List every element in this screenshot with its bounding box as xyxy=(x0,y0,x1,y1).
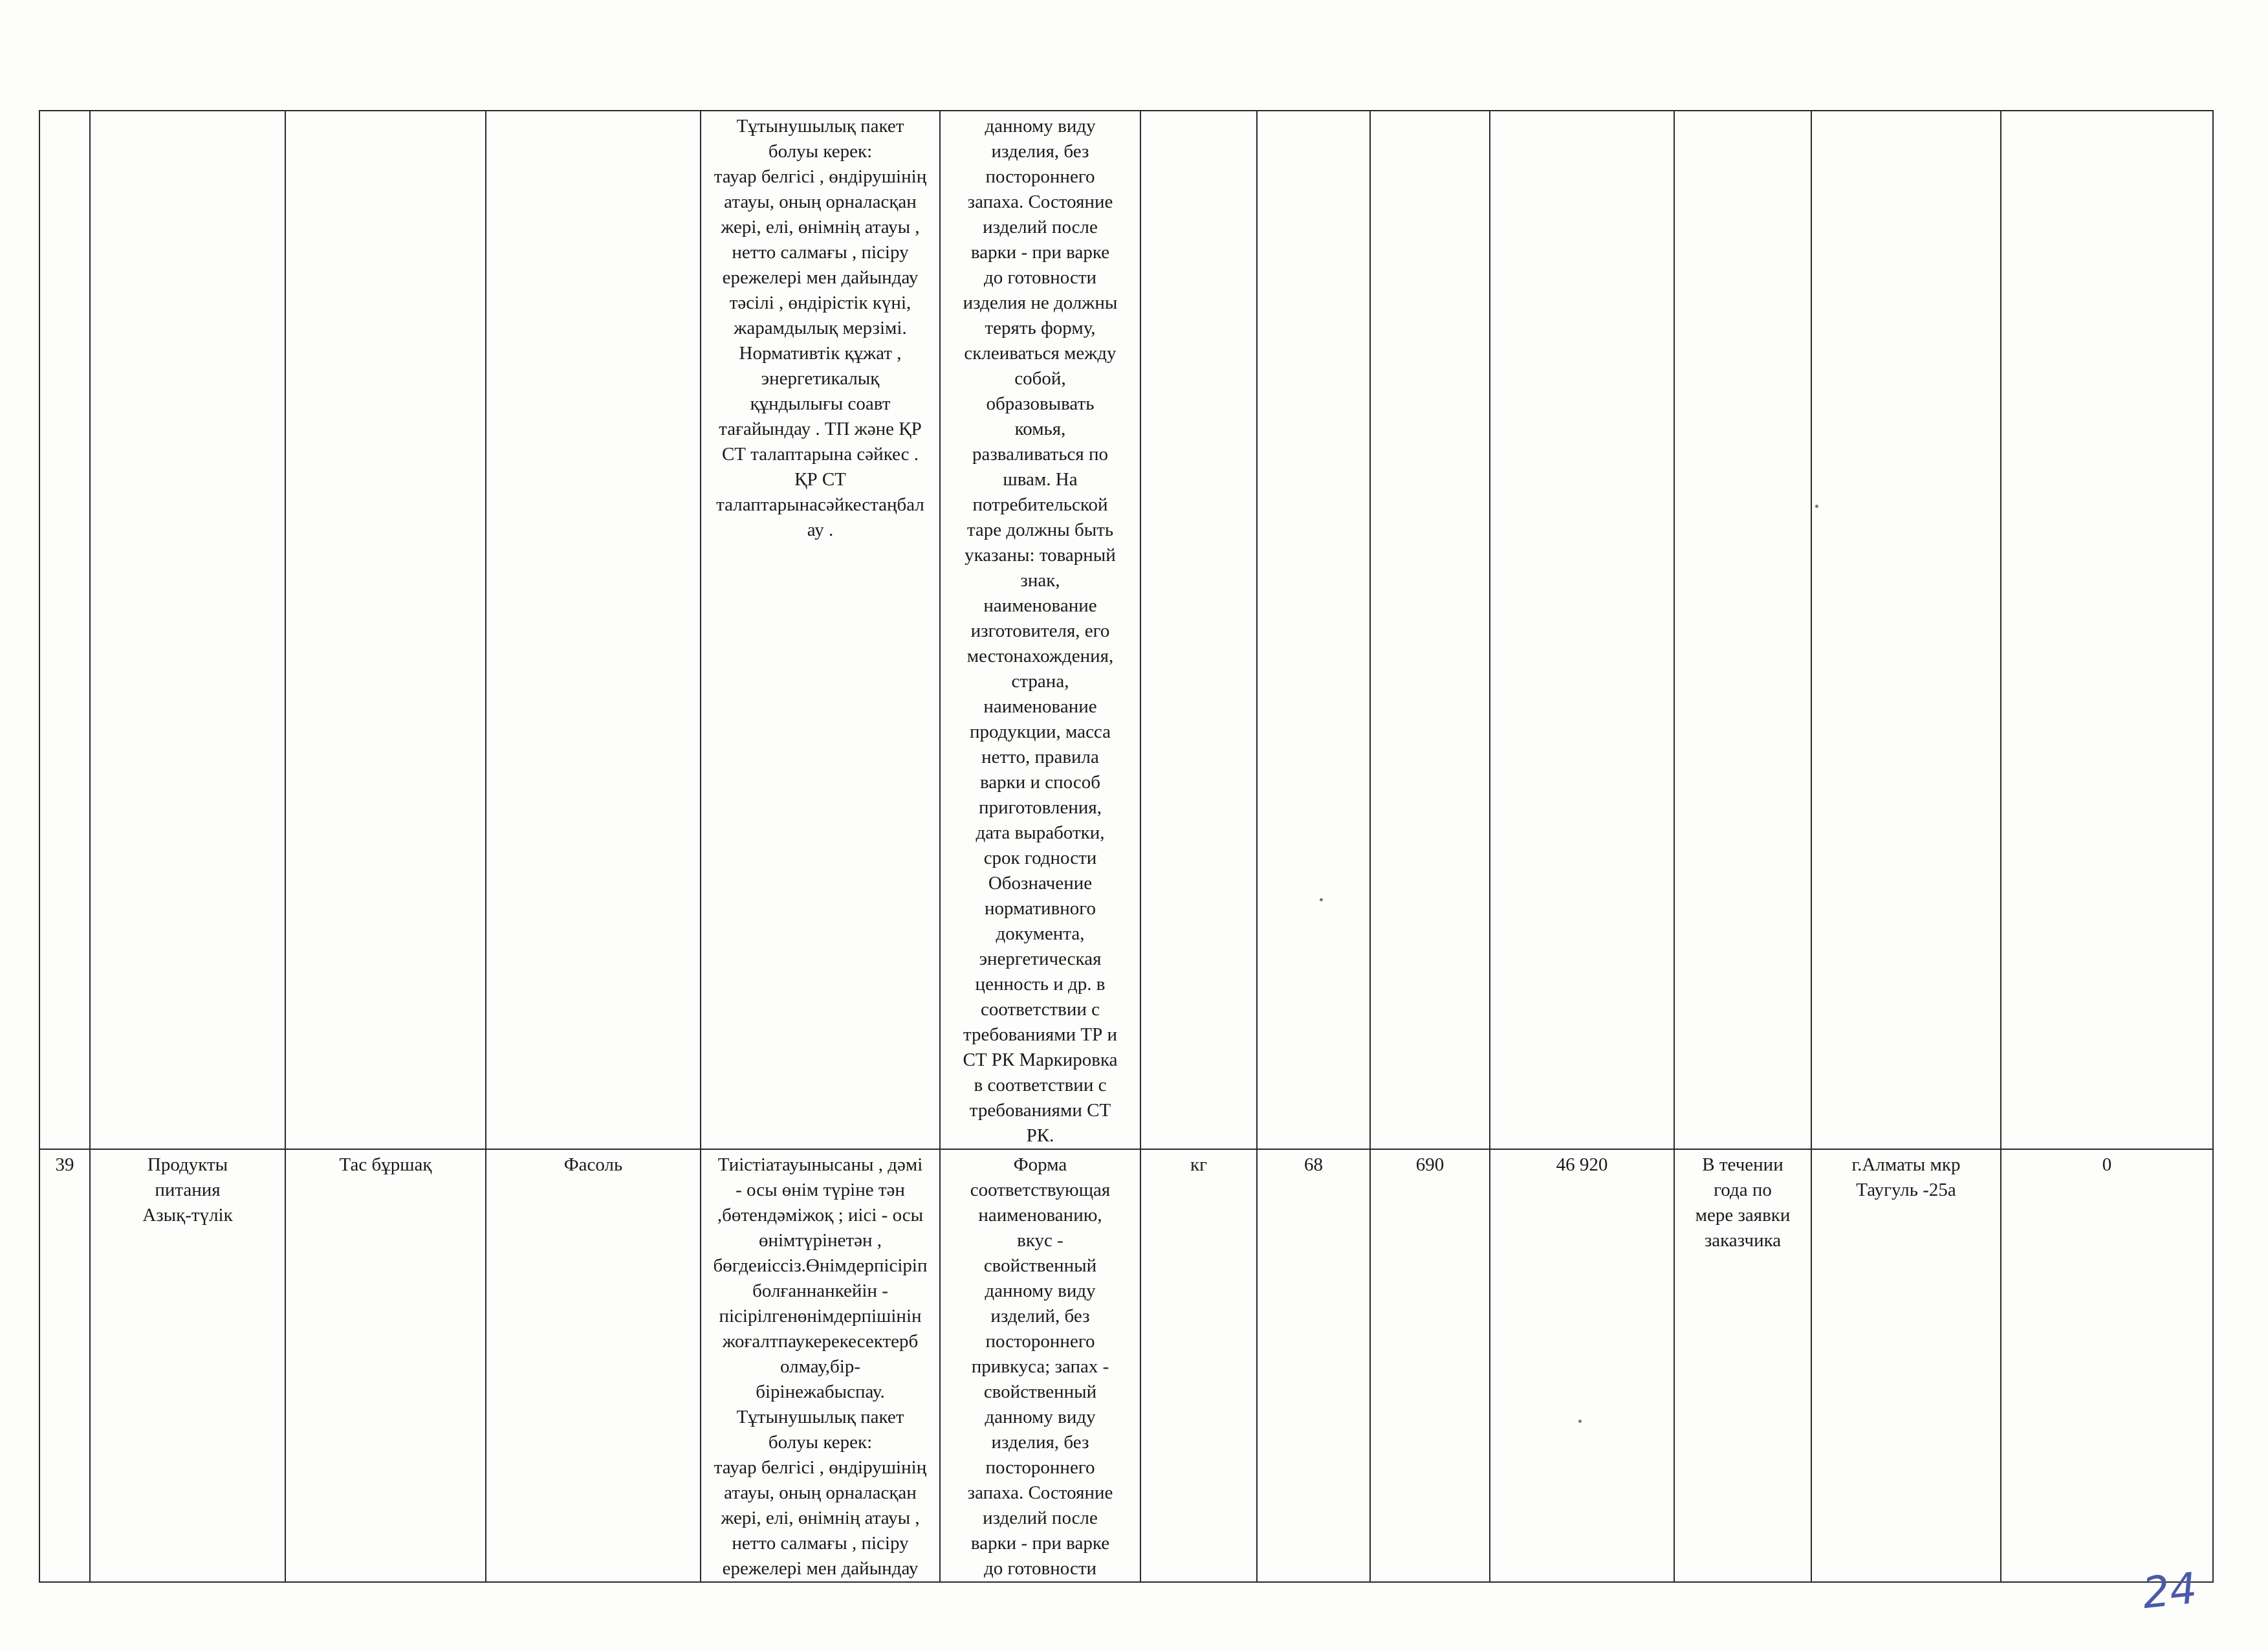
table-row xyxy=(39,111,2213,1149)
cell-no: 39 xyxy=(39,1149,90,1582)
cell-place xyxy=(1811,111,2001,1149)
scan-speck xyxy=(1320,898,1323,901)
scan-speck xyxy=(1815,505,1818,508)
cell-spec-ru: данному виду изделия, без постороннего запаха. Состояние изделий после варки - при варке до готовности изделия не должны терять форму, склеиваться между собой, образовывать комья, разваливаться по швам. На потребительской таре должны быть указаны: товарный знак, наименование изготовителя, его местонахождения, страна, наименование продукции, масса нетто, правила варки и способ приготовления, дата выработки, срок годности Обозначение нормативного документа, энергетическая ценность и др. в соответствии с требованиями ТР и СТ РК Маркировка в соответствии с требованиями СТ РК. xyxy=(940,111,1140,1149)
cell-term: В течении года по мере заявки заказчика xyxy=(1674,1149,1811,1582)
cell-price: 690 xyxy=(1370,1149,1490,1582)
cell-spec-kz: Тұтынушылық пакет болуы керек: тауар белгісі , өндірушінің атауы, оның орналасқан жері, елі, өнімнің атауы , нетто салмағы , пісіру ережелері мен дайындау тәсілі , өндірістік күні, жарамдылық мерзімі. Нормативтік құжат , энергетикалық құндылығы соавт тағайындау . ТП және ҚР СТ талаптарына сәйкес . ҚР СТ талаптарынасәйкестаңбал ау . xyxy=(701,111,940,1149)
cell-name-kz xyxy=(285,111,486,1149)
cell-term xyxy=(1674,111,1811,1149)
cell-name-kz: Тас бұршақ xyxy=(285,1149,486,1582)
cell-unit xyxy=(1140,111,1257,1149)
cell-spec-ru: Форма соответствующая наименованию, вкус - свойственный данному виду изделий, без постороннего привкуса; запах - свойственный данному виду изделия, без постороннего запаха. Состояние изделий после варки - при варке до готовности xyxy=(940,1149,1140,1582)
table-row xyxy=(39,1149,2213,1582)
cell-advance xyxy=(2001,111,2213,1149)
cell-name-ru: Фасоль xyxy=(486,1149,701,1582)
cell-category: Продукты питания Азық-түлік xyxy=(90,1149,285,1582)
cell-quantity xyxy=(1257,111,1370,1149)
cell-sum: 46 920 xyxy=(1490,1149,1674,1582)
cell-category xyxy=(90,111,285,1149)
cell-place: г.Алматы мкр Таугуль -25а xyxy=(1811,1149,2001,1582)
procurement-table xyxy=(39,110,2214,1583)
cell-name-ru xyxy=(486,111,701,1149)
cell-sum xyxy=(1490,111,1674,1149)
scan-speck xyxy=(1578,1420,1582,1423)
cell-quantity: 68 xyxy=(1257,1149,1370,1582)
cell-advance: 0 xyxy=(2001,1149,2213,1582)
cell-no xyxy=(39,111,90,1149)
handwritten-page-number: 24 xyxy=(2140,1563,2199,1619)
cell-spec-kz: Тиістіатауынысаны , дәмі - осы өнім түріне тән ,бөтендәміжоқ ; иісі - осы өнімтүрінетән , бөгдеиіссіз.Өнімдерпісіріп болғаннанкейін - пісірілгенөнімдерпішінін жоғалтпаукерекесектерб олмау,бір- бірінежабыспау. Тұтынушылық пакет болуы керек: тауар белгісі , өндірушінің атауы, оның орналасқан жері, елі, өнімнің атауы , нетто салмағы , пісіру ережелері мен дайындау xyxy=(701,1149,940,1582)
cell-unit: кг xyxy=(1140,1149,1257,1582)
cell-price xyxy=(1370,111,1490,1149)
